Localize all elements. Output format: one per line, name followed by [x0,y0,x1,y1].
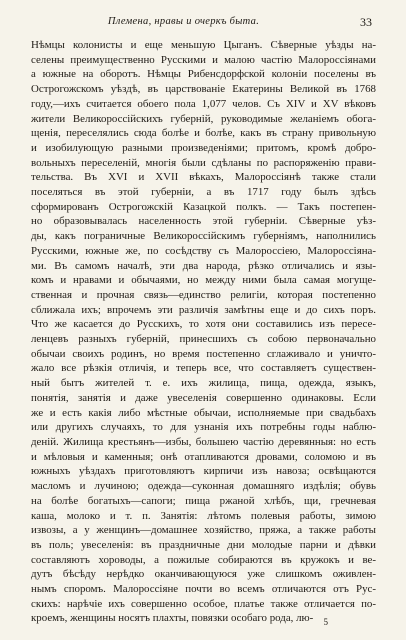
text-line: скихъ: нарѣчіе ихъ совершенно особое, платье также отличается по- [31,597,376,610]
text-line: извозы, а у женщинъ—домашнее хозяйство, пряжа, а также работы [31,524,376,537]
text-line: ды, какъ пограничные Великороссійскимъ губерніямъ, наполнились [31,230,376,243]
text-line: кроемъ, женщины носятъ плахты, повязки особаго рода, лю- [31,612,314,625]
running-head: Племена, нравы и очеркъ быта. [107,16,260,27]
text-line: обычаи своихъ родинъ, но время постепенно сглаживало и уничто- [31,347,376,360]
text-line: Острогожскомъ уѣздѣ, въ царствованіе Екатерины Великой въ 1768 [31,83,376,96]
text-line: тельства. Въ XVI и XVII вѣкахъ, Малороссіянѣ также стали [31,171,376,184]
text-line: поселяться въ этой губерніи, а въ 1717 году былъ здѣсь [31,186,376,199]
text-line: жители Великороссійскихъ губерній, руководимые желаніемъ обога- [31,112,376,125]
text-line: Русскими, южные же, по сосѣдству съ Малороссіею, Малороссіяна- [31,244,376,257]
text-line: селены преимущественно Русскими и малою частію Малороссіянами [31,53,376,66]
text-line: ленцевъ разныхъ губерній, принесшихъ съ собою первоначально [31,333,376,346]
text-line: въ поль; увеселенія: въ праздничные дни молодые парни и дѣвки [31,538,376,551]
text-line: и изобилующую разными произведеніями; притомъ, кромѣ добро- [31,141,376,154]
text-line: южныхъ уѣздахъ приготовляютъ кирпичи изъ навоза; освѣщаются [31,465,376,478]
text-line: каша, молоко и т. п. Занятія: лѣтомъ полевыя работы, зимою [31,509,376,522]
text-line: Что же касается до Русскихъ, то хотя они составились изъ пересе- [31,318,376,331]
text-line: но образовывалась населенность этой губерніи. Сѣверные уѣз- [31,215,376,228]
text-line: вольныхъ переселеній, многія были сдѣланы по распоряженію прави- [31,156,376,169]
text-line: деній. Жилища крестьянъ—избы, большею частію деревянныя: но есть [31,435,376,448]
page-number: 33 [360,15,372,29]
text-line: ственная и прочная связь—единство религіи, которая постепенно [31,288,376,301]
text-line: на болѣе богатыхъ—сапоги; пища ржаной хлѣбъ, щи, гречневая [31,494,376,507]
text-line: комъ и нравами и обычаями, но между ними была самая могуще- [31,274,376,287]
body-text [31,38,376,626]
text-line: или другихъ случаяхъ, то для узнанія ихъ потребны годы наблю- [31,421,376,434]
text-line: ми. Въ самомъ началѣ, эти два народа, рѣзко отличались и язы- [31,259,376,272]
signature-mark: 5 [323,617,328,627]
text-line: масломъ и лучиною; одежда—суконная домашняго издѣлія; обувь [31,480,376,493]
page-header [31,14,376,32]
text-line: же и есть какія либо мѣстные обычаи, исполняемые при свадьбахъ [31,406,376,419]
text-line: понятія, занятія и даже увеселенія совершенно одинаковы. Если [31,391,376,404]
text-line: жало все рѣзкія отличія, и теперь все, что составляетъ существен- [31,362,376,375]
text-line: ный бытъ жителей т. е. ихъ жилища, пища, одежда, языкъ, [31,377,376,390]
text-line: нымъ споромъ. Малороссіяне почти во всемъ отличаются отъ Рус- [31,583,376,596]
text-line: дутъ бѣсѣду нерѣдко оканчивающуюся уже слишкомъ оживлен- [31,568,376,581]
text-line: а южные на оборотъ. Нѣмцы Рибенсдорфской колоніи поселены въ [31,68,376,81]
text-line: и мѣловыя и каменныя; онѣ отапливаются дровами, соломою и въ [31,450,376,463]
text-line: сближала ихъ; впрочемъ эти различія замѣтны еще и до сихъ поръ. [31,303,376,316]
text-line: сформированъ Острогожскій Казацкой полкъ. — Такъ постепен- [31,200,376,213]
text-line: году,—ихъ считается обоего пола 1,077 челов. Съ XIV и XV вѣковъ [31,97,376,110]
text-line: составляютъ хороводы, а пожилые собираются въ кружокъ и ве- [31,553,376,566]
text-line: Нѣмцы колонисты и еще меньшую Цыганъ. Сѣверные уѣзды на- [31,39,376,51]
text-line: щенія, переселялись сюда болѣе и болѣе, какъ въ страну привольную [31,127,376,140]
